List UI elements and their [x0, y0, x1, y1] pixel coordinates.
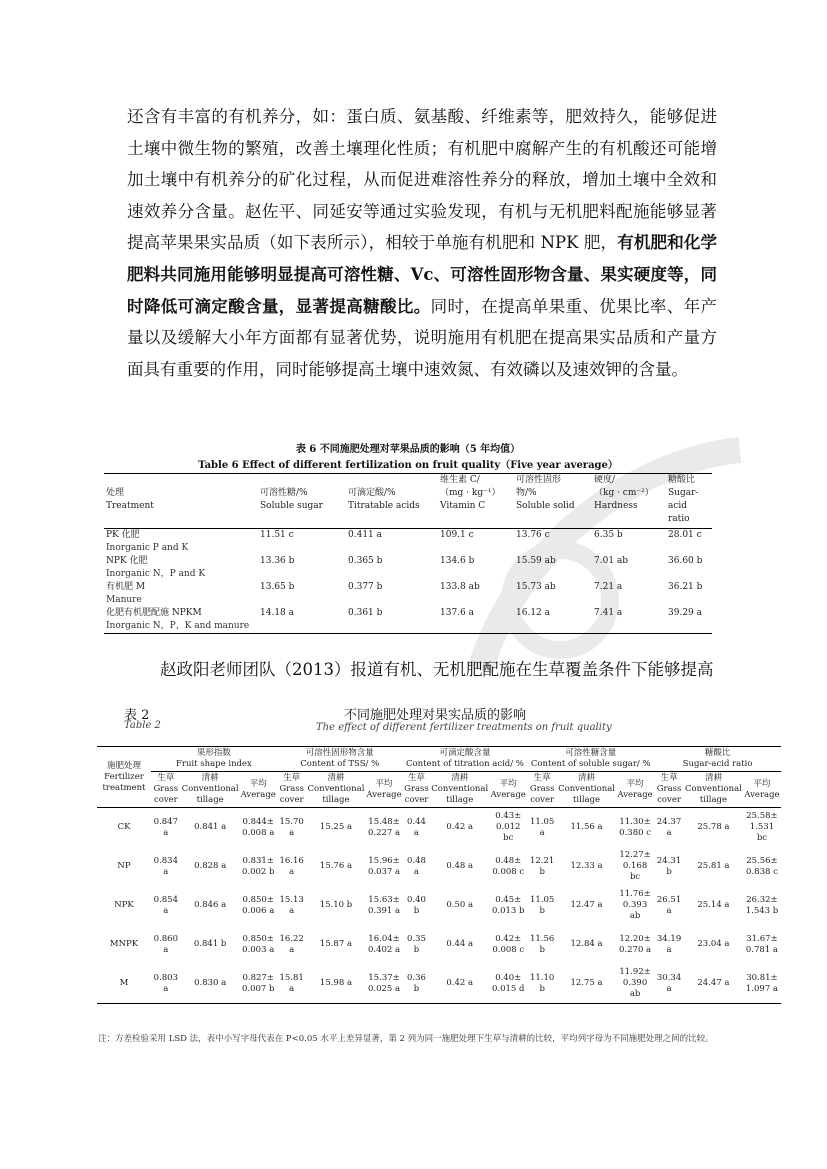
t2-cell: 0.40 b	[407, 894, 426, 916]
table6-title-cn: 表 6 不同施肥处理对苹果品质的影响（5 年均值）	[295, 444, 521, 455]
t2-cell: 11.56 a	[570, 822, 603, 832]
t2-cell: 26.51 a	[656, 894, 682, 916]
t2-group-header: 可滴定酸含量 Content of titration acid/ %	[403, 747, 528, 772]
t2-group-header: 果形指数 Fruit shape index	[151, 747, 277, 772]
t6-treatment-en: Inorganic N，P，K and manure	[104, 620, 712, 634]
t2-sub-header: 平均 Average	[240, 772, 277, 808]
t6-cell: 109.1 c	[440, 530, 474, 540]
t6-cell: 39.29 a	[668, 608, 702, 618]
t6-cell: 0.377 b	[348, 582, 383, 592]
t2-cell: 0.48 a	[407, 855, 426, 877]
t6-cell: 137.6 a	[440, 608, 474, 618]
table2-note: 注：方差检验采用 LSD 法，表中小写字母代表在 P<0.05 水平上差异显著，第 2 列为同一施肥处理下生草与清耕的比较，平均列字母为不同施肥处理之间的比较。	[98, 1034, 714, 1044]
t2-sub-header: 清耕 Conventional tillage	[181, 772, 240, 808]
t6-cell: 7.21 a	[594, 582, 623, 592]
t6-cell: 28.01 c	[668, 530, 702, 540]
t2-cell: 11.10 b	[527, 964, 557, 1004]
t2-cell: 15.81 a	[277, 964, 307, 1004]
t2-cell: 11.05 a	[529, 816, 555, 838]
t2-cell: 0.841 a	[194, 822, 227, 832]
t6-cell: 36.60 b	[668, 556, 703, 566]
t2-cell: 25.56± 0.838 c	[746, 855, 778, 877]
t2-sub-header: 清耕 Conventional tillage	[684, 772, 743, 808]
t2-cell: 16.04± 0.402 a	[367, 933, 401, 955]
t2-head-treatment: 施肥处理 Fertilizer treatment	[97, 747, 151, 808]
t2-group-header: 可溶性糖含量 Content of soluble sugar/ %	[527, 747, 654, 772]
t2-cell: 25.78 a	[697, 822, 730, 832]
table2	[97, 746, 781, 1004]
paragraph-part-2: 同时，在提高单果重、优果比率、年产量以及缓解大小年方面都有显著优势，说明施用有机肥在提高果实品质和产量方面具有重要的作用，同时能够提高土壤中速效氮、有效磷以及速效钾的含量。	[127, 296, 718, 379]
t6-head-hard: 硬度/ （kg · cm⁻²） Hardness	[592, 474, 666, 527]
t6-cell: 13.65 b	[260, 582, 295, 592]
t2-cell: 0.44 a	[446, 939, 474, 949]
paragraph-bold: 有机肥和化学肥料共同施用能够明显提高可溶性糖、Vc、可溶性固形物含量、果实硬度等，同时降低可滴定酸含量，显著提高糖酸比。	[127, 233, 718, 316]
t2-cell: 15.10 b	[319, 900, 353, 910]
t6-cell: 6.35 b	[594, 530, 623, 540]
t6-cell: 7.41 a	[594, 608, 623, 618]
t2-treatment: NP	[117, 861, 131, 871]
t6-head-sugar: 可溶性糖/% Soluble sugar	[258, 474, 346, 527]
table2-label-en: Table 2	[124, 720, 161, 731]
t6-row	[104, 581, 712, 594]
t6-row	[104, 529, 712, 543]
t6-head-ratio: 糖酸比 Sugar-acid ratio	[666, 474, 712, 527]
t2-cell: 12.47 a	[570, 900, 603, 910]
t2-cell: 0.850± 0.006 a	[242, 894, 275, 916]
t2-sub-header: 平均 Average	[743, 772, 781, 808]
t2-cell: 34.19 a	[656, 933, 682, 955]
t6-cell: 0.361 b	[348, 608, 383, 618]
t2-cell: 15.63± 0.391 a	[367, 894, 401, 916]
t2-row	[97, 925, 781, 964]
t2-cell: 11.05 b	[529, 894, 555, 916]
t2-cell: 0.847 a	[153, 816, 178, 838]
t2-cell: 0.834 a	[153, 855, 178, 877]
t6-cell: 15.73 ab	[516, 582, 556, 592]
t6-row	[104, 607, 712, 620]
t2-sub-header: 生草 Grass cover	[403, 772, 431, 808]
t6-treatment: 有机肥 M	[106, 582, 146, 592]
t2-cell: 0.42 a	[430, 964, 489, 1004]
t6-head-vc: 维生素 C/ （mg · kg⁻¹） Vitamin C	[438, 474, 514, 527]
t2-cell: 0.803 a	[151, 964, 181, 1004]
t2-cell: 11.30± 0.380 c	[619, 816, 651, 838]
t2-cell: 26.32± 1.543 b	[745, 894, 779, 916]
table2-title-en: The effect of different fertilizer treatments on fruit quality	[316, 722, 612, 733]
t6-cell: 7.01 ab	[594, 556, 629, 566]
t2-cell: 15.87 a	[319, 939, 353, 949]
t2-cell: 11.92± 0.390 ab	[616, 964, 654, 1004]
t2-cell: 16.16 a	[279, 855, 304, 877]
t2-treatment: MNPK	[109, 939, 139, 949]
t2-cell: 0.854 a	[153, 894, 178, 916]
t2-cell: 0.48± 0.008 c	[492, 855, 525, 877]
t2-cell: 11.76± 0.393 ab	[619, 889, 651, 921]
t2-cell: 0.42± 0.008 c	[492, 933, 525, 955]
t2-sub-header: 生草 Grass cover	[151, 772, 181, 808]
t2-cell: 0.844± 0.008 a	[242, 816, 275, 838]
t2-cell: 0.841 b	[193, 939, 227, 949]
t2-sub-header: 清耕 Conventional tillage	[307, 772, 366, 808]
t2-sub-header: 清耕 Conventional tillage	[557, 772, 616, 808]
t2-row	[97, 964, 781, 1004]
t2-cell: 12.27± 0.168 bc	[619, 850, 651, 882]
t6-cell: 13.36 b	[260, 556, 295, 566]
t2-cell: 12.33 a	[570, 861, 603, 871]
t2-cell: 0.42 a	[446, 822, 474, 832]
t2-cell: 0.830 a	[181, 964, 240, 1004]
t2-treatment: M	[97, 964, 151, 1004]
t2-cell: 24.31 b	[656, 855, 682, 877]
body-paragraph	[127, 101, 717, 385]
t6-treatment: 化肥有机肥配施 NPKM	[106, 608, 202, 618]
t6-treatment: NPK 化肥	[106, 556, 148, 566]
t6-cell: 133.8 ab	[440, 582, 480, 592]
t6-cell: 16.12 a	[516, 608, 550, 618]
t6-treatment-en: Inorganic P and K	[106, 543, 189, 553]
t2-sub-header: 生草 Grass cover	[654, 772, 684, 808]
t2-sub-header: 清耕 Conventional tillage	[430, 772, 489, 808]
t2-cell: 24.37 a	[656, 816, 682, 838]
t6-cell: 11.51 c	[260, 530, 294, 540]
t6-cell: 0.365 b	[348, 556, 383, 566]
t2-cell: 0.828 a	[194, 861, 227, 871]
t2-cell: 12.84 a	[570, 939, 603, 949]
t2-cell: 24.47 a	[684, 964, 743, 1004]
t2-cell: 11.56 b	[529, 933, 555, 955]
t2-cell: 12.21 b	[529, 855, 555, 877]
t2-sub-header: 平均 Average	[616, 772, 654, 808]
t2-cell: 0.40± 0.015 d	[489, 964, 527, 1004]
t2-row	[97, 808, 781, 848]
t2-cell: 0.44 a	[407, 816, 426, 838]
t2-cell: 15.98 a	[307, 964, 366, 1004]
t2-cell: 0.36 b	[403, 964, 431, 1004]
t2-treatment: CK	[117, 822, 131, 832]
paragraph-part-1: 还含有丰富的有机养分，如：蛋白质、氨基酸、纤维素等，肥效持久，能够促进土壤中微生物的繁殖，改善土壤理化性质；有机肥中腐解产生的有机酸还可能增加土壤中有机养分的矿化过程，从而促进难溶性养分的释放，增加土壤中全效和速效养分含量。赵佐平、同延安等通过实验发现，有机与无机肥料配施能够显著提高苹果果实品质（如下表所示），相较于单施有机肥和 NPK 肥，	[127, 107, 717, 253]
t2-cell: 15.13 a	[279, 894, 304, 916]
t6-head-acid: 可滴定酸/% Titratable acids	[346, 474, 438, 527]
t6-cell: 13.76 c	[516, 530, 550, 540]
t2-row	[97, 847, 781, 886]
t2-cell: 15.76 a	[319, 861, 353, 871]
t6-head-treatment: 处理 Treatment	[104, 474, 258, 527]
t2-cell: 25.81 a	[697, 861, 730, 871]
t6-cell: 0.411 a	[348, 530, 382, 540]
t2-cell: 15.37± 0.025 a	[365, 964, 402, 1004]
t2-cell: 0.35 b	[407, 933, 426, 955]
t2-group-header: 糖酸比 Sugar-acid ratio	[654, 747, 781, 772]
t2-cell: 0.831± 0.002 b	[241, 855, 275, 877]
t2-cell: 0.846 a	[194, 900, 227, 910]
table2-title-cn: 不同施肥处理对果实品质的影响	[344, 708, 527, 723]
t2-cell: 0.43± 0.012 bc	[495, 811, 522, 843]
t2-cell: 16.22 a	[279, 933, 304, 955]
paragraph-line: 赵政阳老师团队（2013）报道有机、无机肥配施在生草覆盖条件下能够提高	[160, 660, 714, 679]
t6-head-solid: 可溶性固形 物/% Soluble solid	[514, 474, 592, 527]
t2-cell: 0.850± 0.003 a	[242, 933, 275, 955]
t2-cell: 0.48 a	[446, 861, 474, 871]
t2-cell: 12.75 a	[557, 964, 616, 1004]
t2-sub-header: 生草 Grass cover	[527, 772, 557, 808]
t6-cell: 36.21 b	[668, 582, 703, 592]
t6-cell: 14.18 a	[260, 608, 294, 618]
t2-cell: 15.48± 0.227 a	[367, 816, 401, 838]
t6-cell: 15.59 ab	[516, 556, 556, 566]
t2-cell: 30.34 a	[654, 964, 684, 1004]
t6-cell: 134.6 b	[440, 556, 475, 566]
t2-cell: 0.45± 0.013 b	[491, 894, 525, 916]
t2-cell: 31.67± 0.781 a	[745, 933, 778, 955]
t2-cell: 0.827± 0.007 b	[240, 964, 277, 1004]
table2-label-cn: 表 2	[124, 708, 150, 723]
t6-treatment-en: Inorganic N，P and K	[106, 569, 206, 579]
t2-cell: 25.58± 1.531 bc	[746, 811, 778, 843]
table6	[104, 473, 712, 634]
t6-treatment-en: Manure	[106, 595, 142, 605]
t2-cell: 12.20± 0.270 a	[619, 933, 652, 955]
t2-treatment: NPK	[114, 900, 134, 910]
t2-cell: 15.25 a	[319, 822, 353, 832]
t2-sub-header: 平均 Average	[365, 772, 402, 808]
t2-cell: 0.50 a	[446, 900, 474, 910]
t6-treatment: PK 化肥	[106, 530, 140, 540]
t2-cell: 30.81± 1.097 a	[743, 964, 781, 1004]
t6-row	[104, 555, 712, 568]
t2-cell: 0.860 a	[153, 933, 178, 955]
t2-cell: 23.04 a	[697, 939, 730, 949]
t2-cell: 25.14 a	[697, 900, 730, 910]
t2-cell: 15.70 a	[279, 816, 304, 838]
t2-sub-header: 生草 Grass cover	[277, 772, 307, 808]
t2-sub-header: 平均 Average	[489, 772, 527, 808]
t2-group-header: 可溶性固形物含量 Content of TSS/ %	[277, 747, 403, 772]
t2-row	[97, 886, 781, 925]
t2-cell: 15.96± 0.037 a	[367, 855, 401, 877]
table6-title-en: Table 6 Effect of different fertilization on fruit quality（Five year average）	[198, 460, 618, 471]
